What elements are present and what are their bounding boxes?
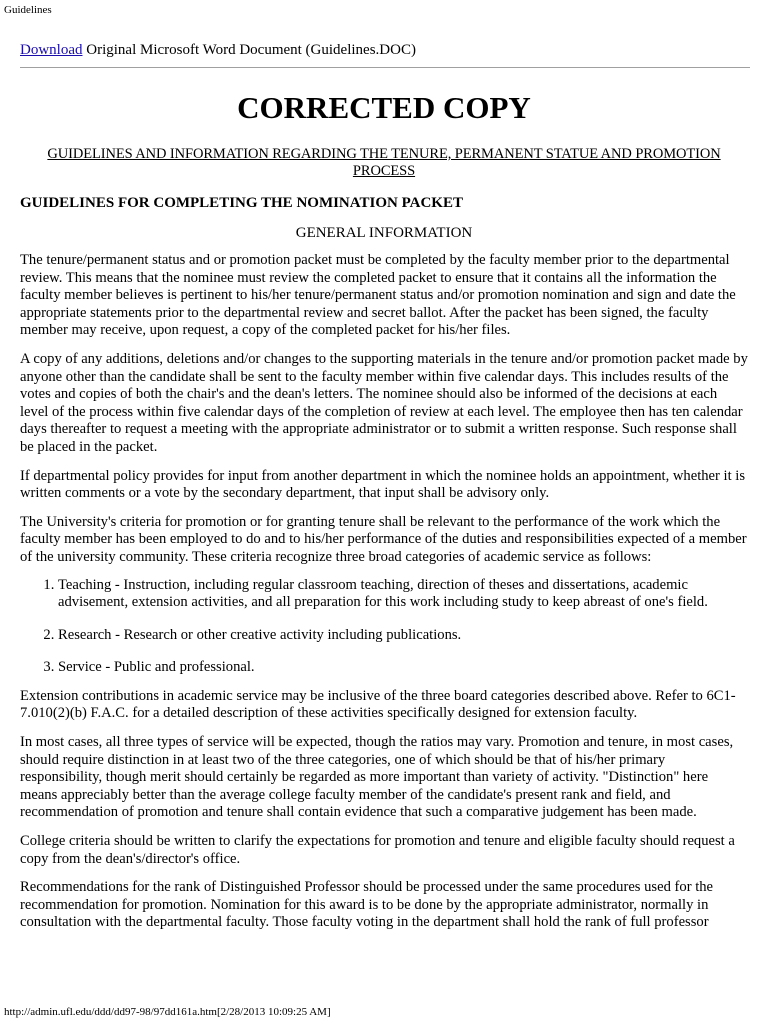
document-body [20, 41, 748, 932]
paragraph: Extension contributions in academic service may be inclusive of the three board categories described above. Refer to 6C1-7.010(2)(b) F.A.C. for a detailed description of these activities specifically designed for extension faculty. [20, 687, 736, 722]
section-title: GUIDELINES FOR COMPLETING THE NOMINATION PACKET [20, 195, 463, 211]
list-item: 1. Teaching - Instruction, including regular classroom teaching, direction of theses and dissertations, academic advisement, extension activities, and all preparation for this work including study to keep abreast of one's field. [58, 577, 748, 612]
list-item: 2. Research - Research or other creative activity including publications. [58, 627, 748, 645]
document-subtitle: GUIDELINES AND INFORMATION REGARDING THE TENURE, PERMANENT STATUE AND PROMOTION PROCESS [47, 146, 721, 179]
print-header: Guidelines [4, 4, 52, 16]
paragraph: A copy of any additions, deletions and/or changes to the supporting materials in the tenure and/or promotion packet made by anyone other than the candidate shall be sent to the faculty member within five calendar days. This includes results of the votes and copies of both the chair's and the dean's letters. The nominee should also be informed of the decisions at each level of the process within five calendar days of the completion of review at each level. The employee then has ten calendar days thereafter to request a meeting with the appropriate administrator or to submit a written response. Such response shall be placed in the packet. [20, 350, 748, 455]
paragraph: The tenure/permanent status and or promotion packet must be completed by the faculty member prior to the departmental review. This means that the nominee must review the completed packet to ensure that it contains all the information the faculty member believes is pertinent to his/her tenure/permanent status and/or promotion nomination and sign and date the appropriate statements prior to the departmental review and secret ballot. After the packet has been signed, the faculty member may receive, upon request, a copy of the completed packet for his/her files. [20, 252, 736, 339]
paragraph: Recommendations for the rank of Distinguished Professor should be processed under the same procedures used for the recommendation for promotion. Nomination for this award is to be done by the appropriate administrator, normally in consultation with the departmental faculty. Those faculty voting in the department shall hold the rank of full professor [20, 879, 714, 931]
paragraph: The University's criteria for promotion or for granting tenure shall be relevant to the performance of the work which the faculty member has been employed to do and to his/her performance of the duties and responsibilities expected of a member of the university community. These criteria recognize three broad categories of academic service as follows: [20, 513, 747, 565]
page-title: CORRECTED COPY [237, 90, 531, 125]
service-categories-list [20, 577, 748, 677]
download-line [20, 41, 748, 59]
download-description: Original Microsoft Word Document (Guidelines.DOC) [82, 42, 416, 58]
paragraph: In most cases, all three types of service will be expected, though the ratios may vary. Promotion and tenure, in most cases, should require distinction in at least two of the three categories, one of which should be that of his/her primary responsibility, though merit should certainly be regarded as more important than variety of activity. "Distinction" here means appreciably better than the average college faculty member of the candidate's present rank and field, and recommendation of promotion and tenure shall contain evidence that such a comparative judgement has been made. [20, 734, 734, 821]
horizontal-rule [20, 67, 750, 68]
download-link[interactable]: Download [20, 42, 83, 58]
print-footer-url: http://admin.ufl.edu/ddd/dd97-98/97dd161a.htm[2/28/2013 10:09:25 AM] [4, 1006, 331, 1018]
general-info-heading: GENERAL INFORMATION [295, 225, 473, 241]
paragraph: If departmental policy provides for input from another department in which the nominee holds an appointment, whether it is written comments or a vote by the secondary department, that input shall be advisory only. [20, 467, 746, 502]
list-item: 3. Service - Public and professional. [58, 659, 748, 677]
paragraph: College criteria should be written to clarify the expectations for promotion and tenure and eligible faculty should request a copy from the dean's/director's office. [20, 833, 735, 867]
